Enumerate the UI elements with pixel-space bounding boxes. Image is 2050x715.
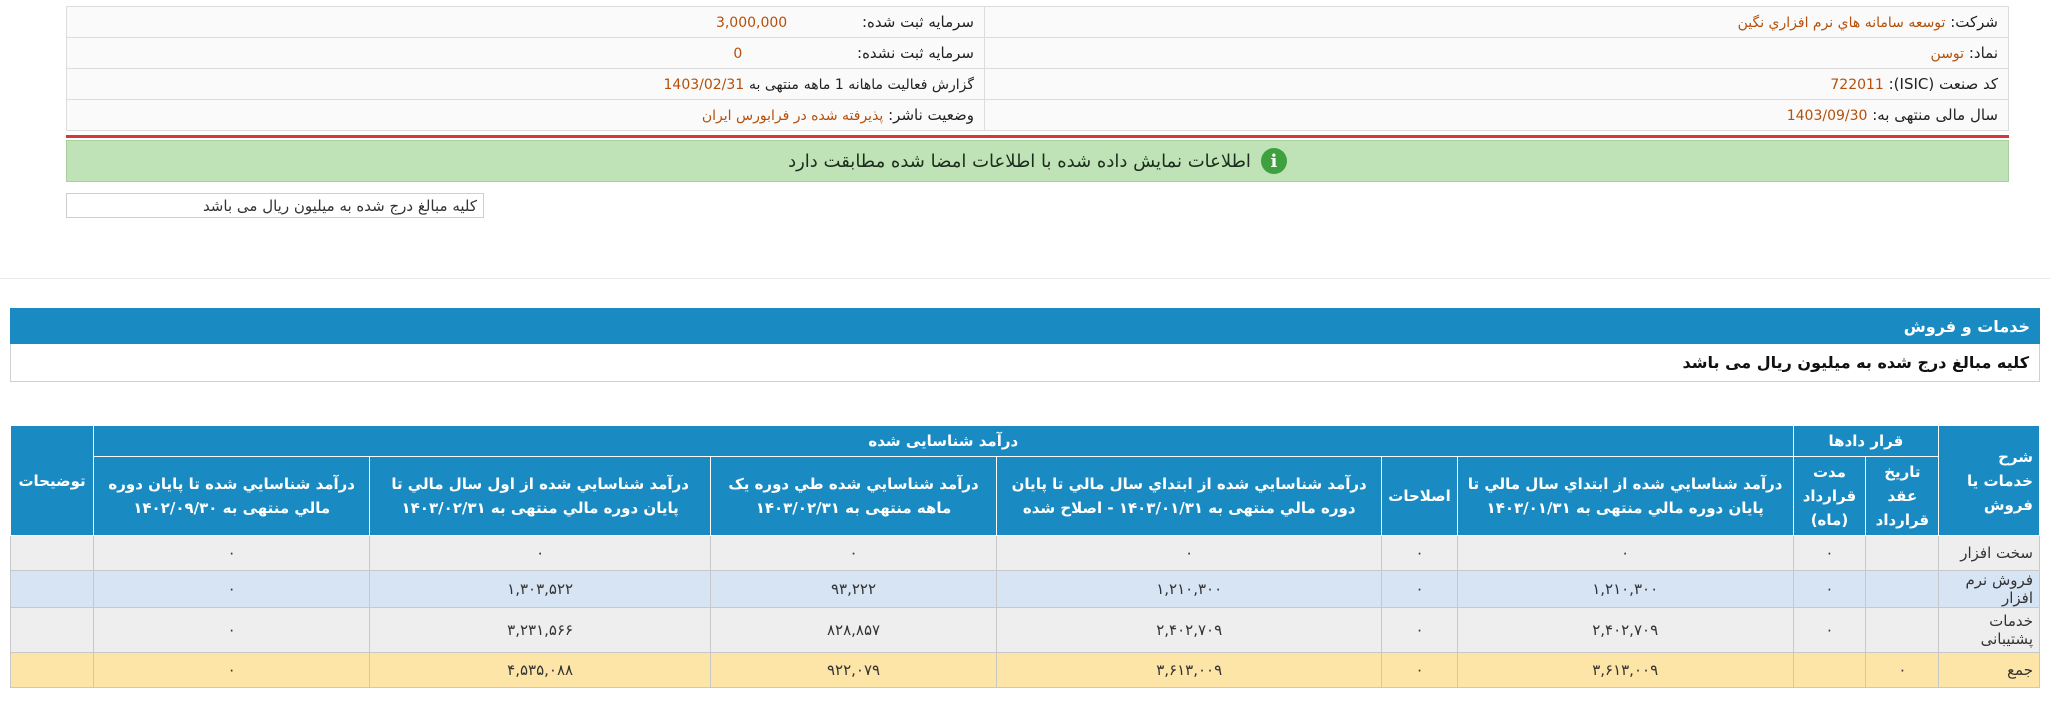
fiscal-cell bbox=[985, 100, 2009, 131]
isic-value: 722011 bbox=[1830, 77, 1884, 93]
symbol-label: نماد: bbox=[1968, 44, 1998, 62]
cell-rev-start-of-year: ۴,۵۳۵,۰۸۸ bbox=[370, 653, 711, 688]
verification-banner bbox=[66, 140, 2009, 182]
unit-note-box: کلیه مبالغ درج شده به میلیون ریال می باشد bbox=[66, 193, 484, 218]
info-icon: i bbox=[1261, 148, 1287, 174]
info-row bbox=[67, 7, 2009, 38]
unreg-capital-cell bbox=[67, 38, 985, 69]
company-info-table bbox=[66, 6, 2009, 131]
report-text: گزارش فعالیت ماهانه 1 ماهه bbox=[803, 77, 974, 93]
cell-contract-duration bbox=[1793, 653, 1866, 688]
col-rev-one-month: درآمد شناسايي شده طي دوره يک ماهه منتهی به ۱۴۰۳/۰۲/۳۱ bbox=[710, 457, 996, 536]
row-label: فروش نرم افزار bbox=[1939, 571, 2040, 608]
cell-contract-date bbox=[1866, 536, 1939, 571]
capital-label: سرمایه ثبت شده: bbox=[862, 13, 974, 31]
symbol-cell bbox=[985, 38, 2009, 69]
cell-rev-one-month: ۹۳,۲۲۲ bbox=[710, 571, 996, 608]
cell-contract-date bbox=[1866, 571, 1939, 608]
fiscal-label: سال مالی منتهی به: bbox=[1872, 106, 1998, 124]
cell-rev-to-fiscal-end: ٠ bbox=[94, 608, 370, 653]
col-rev-start-to-end: درآمد شناسايي شده از ابتداي سال مالي تا پايان دوره مالي منتهی به ۱۴۰۳/۰۱/۳۱ bbox=[1457, 457, 1793, 536]
cell-contract-date bbox=[1866, 608, 1939, 653]
cell-rev-corrected: ٠ bbox=[997, 536, 1382, 571]
banner-text: اطلاعات نمایش داده شده با اطلاعات امضا شده مطابقت دارد bbox=[788, 150, 1251, 172]
cell-rev-one-month: ٠ bbox=[710, 536, 996, 571]
fiscal-value: 1403/09/30 bbox=[1786, 108, 1868, 124]
col-contract-date: تاریخ عقد قرارداد bbox=[1866, 457, 1939, 536]
cell-corrections: ٠ bbox=[1382, 653, 1458, 688]
col-revenue: درآمد شناسایی شده bbox=[94, 426, 1793, 457]
cell-notes bbox=[11, 571, 94, 608]
col-desc: شرح خدمات یا فروش bbox=[1939, 426, 2040, 536]
section-unit-note: کلیه مبالغ درج شده به میلیون ریال می باشد bbox=[10, 344, 2040, 382]
cell-rev-corrected: ۲,۴۰۲,۷۰۹ bbox=[997, 608, 1382, 653]
col-rev-to-fiscal-end: درآمد شناسايي شده تا پايان دوره مالي منتهی به ۱۴۰۲/۰۹/۳۰ bbox=[94, 457, 370, 536]
row-label: خدمات پشتیبانی bbox=[1939, 608, 2040, 653]
info-row bbox=[67, 69, 2009, 100]
cell-notes bbox=[11, 536, 94, 571]
cell-rev-corrected: ۳,۶۱۳,۰۰۹ bbox=[997, 653, 1382, 688]
col-contracts: قرار دادها bbox=[1793, 426, 1939, 457]
header-row bbox=[11, 426, 2040, 457]
status-cell bbox=[67, 100, 985, 131]
section-separator bbox=[0, 278, 2050, 279]
unreg-capital-value: 0 bbox=[733, 46, 743, 62]
cell-rev-to-fiscal-end: ٠ bbox=[94, 536, 370, 571]
cell-corrections: ٠ bbox=[1382, 608, 1458, 653]
cell-rev-start-of-year: ۳,۲۳۱,۵۶۶ bbox=[370, 608, 711, 653]
cell-corrections: ٠ bbox=[1382, 571, 1458, 608]
col-rev-corrected: درآمد شناسايي شده از ابتداي سال مالي تا پايان دوره مالي منتهی به ۱۴۰۳/۰۱/۳۱ - اصلاح شده bbox=[997, 457, 1382, 536]
red-divider bbox=[66, 135, 2009, 138]
report-period-value: 1403/02/31 bbox=[663, 77, 745, 93]
unreg-capital-label: سرمایه ثبت نشده: bbox=[857, 44, 974, 62]
cell-rev-start-to-end: ۱,۲۱۰,۳۰۰ bbox=[1457, 571, 1793, 608]
cell-rev-to-fiscal-end: ٠ bbox=[94, 571, 370, 608]
symbol-value: توسن bbox=[1930, 46, 1965, 62]
table-row bbox=[11, 536, 2040, 571]
info-row bbox=[67, 100, 2009, 131]
capital-cell bbox=[67, 7, 985, 38]
row-label: جمع bbox=[1939, 653, 2040, 688]
isic-label: کد صنعت (ISIC): bbox=[1888, 75, 1998, 93]
cell-rev-start-to-end: ۲,۴۰۲,۷۰۹ bbox=[1457, 608, 1793, 653]
sales-table bbox=[10, 425, 2040, 688]
company-label: شرکت: bbox=[1950, 13, 1998, 31]
cell-rev-start-of-year: ۱,۳۰۳,۵۲۲ bbox=[370, 571, 711, 608]
capital-value: 3,000,000 bbox=[715, 15, 788, 31]
col-corrections: اصلاحات bbox=[1382, 457, 1458, 536]
status-value: پذیرفته شده در فرابورس ایران bbox=[701, 108, 884, 124]
cell-contract-date: ٠ bbox=[1866, 653, 1939, 688]
cell-notes bbox=[11, 653, 94, 688]
col-contract-duration: مدت قرارداد (ماه) bbox=[1793, 457, 1866, 536]
cell-rev-one-month: ۸۲۸,۸۵۷ bbox=[710, 608, 996, 653]
cell-rev-start-of-year: ٠ bbox=[370, 536, 711, 571]
row-label: سخت افزار bbox=[1939, 536, 2040, 571]
cell-rev-start-to-end: ٠ bbox=[1457, 536, 1793, 571]
info-row bbox=[67, 38, 2009, 69]
table-row bbox=[11, 571, 2040, 608]
col-notes: توضیحات bbox=[11, 426, 94, 536]
cell-notes bbox=[11, 608, 94, 653]
cell-contract-duration: ٠ bbox=[1793, 608, 1866, 653]
cell-contract-duration: ٠ bbox=[1793, 571, 1866, 608]
cell-rev-start-to-end: ۳,۶۱۳,۰۰۹ bbox=[1457, 653, 1793, 688]
report-cell bbox=[67, 69, 985, 100]
cell-contract-duration: ٠ bbox=[1793, 536, 1866, 571]
status-label: وضعیت ناشر: bbox=[888, 106, 974, 124]
report-period-label: منتهی به bbox=[749, 77, 799, 93]
section-header: خدمات و فروش bbox=[10, 308, 2040, 344]
isic-cell bbox=[985, 69, 2009, 100]
company-cell bbox=[985, 7, 2009, 38]
subheader-row bbox=[11, 457, 2040, 536]
total-row bbox=[11, 653, 2040, 688]
company-value: توسعه سامانه هاي نرم افزاري نگين bbox=[1737, 15, 1946, 31]
cell-rev-one-month: ۹۲۲,۰۷۹ bbox=[710, 653, 996, 688]
col-rev-start-of-year: درآمد شناسايي شده از اول سال مالي تا پايان دوره مالي منتهی به ۱۴۰۳/۰۲/۳۱ bbox=[370, 457, 711, 536]
cell-rev-to-fiscal-end: ٠ bbox=[94, 653, 370, 688]
table-row bbox=[11, 608, 2040, 653]
cell-corrections: ٠ bbox=[1382, 536, 1458, 571]
cell-rev-corrected: ۱,۲۱۰,۳۰۰ bbox=[997, 571, 1382, 608]
